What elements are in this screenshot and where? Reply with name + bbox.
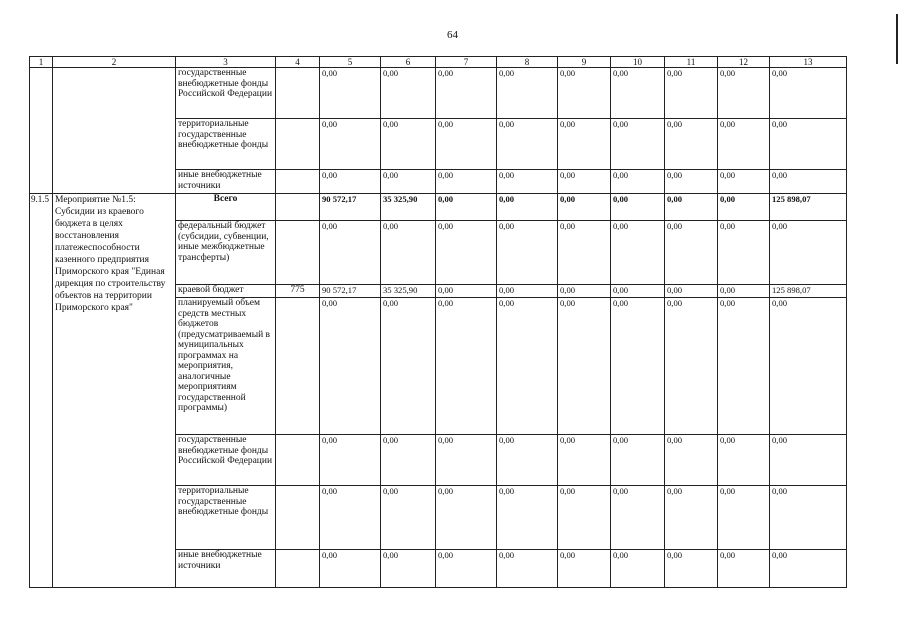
table-row (30, 194, 847, 221)
value-cell-col-7: 0,00 (436, 285, 497, 298)
value-cell-col-6: 0,00 (381, 550, 436, 588)
column-header-8: 8 (497, 57, 558, 68)
value-cell-col-11: 0,00 (665, 486, 718, 550)
value-cell-col-11: 0,00 (665, 119, 718, 170)
value-cell-col-13: 0,00 (770, 68, 847, 119)
value-cell-col-8: 0,00 (497, 170, 558, 194)
value-cell-col-7: 0,00 (436, 221, 497, 285)
value-cell-col-10: 0,00 (611, 435, 665, 486)
value-cell-col-9: 0,00 (558, 119, 611, 170)
value-cell-col-12: 0,00 (718, 486, 770, 550)
value-cell-col-11: 0,00 (665, 194, 718, 221)
budget-code-cell (276, 68, 320, 119)
value-cell-col-5: 0,00 (320, 550, 381, 588)
column-header-3: 3 (176, 57, 276, 68)
column-header-6: 6 (381, 57, 436, 68)
value-cell-col-11: 0,00 (665, 285, 718, 298)
value-cell-col-7: 0,00 (436, 170, 497, 194)
value-cell-col-7: 0,00 (436, 550, 497, 588)
value-cell-col-7: 0,00 (436, 119, 497, 170)
value-cell-col-6: 0,00 (381, 170, 436, 194)
value-cell-col-11: 0,00 (665, 550, 718, 588)
value-cell-col-8: 0,00 (497, 119, 558, 170)
value-cell-col-6: 0,00 (381, 68, 436, 119)
value-cell-col-6: 0,00 (381, 435, 436, 486)
budget-code-cell: 775 (276, 285, 320, 298)
value-cell-col-9: 0,00 (558, 550, 611, 588)
column-header-2: 2 (53, 57, 176, 68)
value-cell-col-10: 0,00 (611, 221, 665, 285)
value-cell-col-5: 0,00 (320, 170, 381, 194)
value-cell-col-8: 0,00 (497, 486, 558, 550)
value-cell-col-12: 0,00 (718, 550, 770, 588)
budget-code-cell (276, 170, 320, 194)
column-header-5: 5 (320, 57, 381, 68)
value-cell-col-7: 0,00 (436, 298, 497, 435)
value-cell-col-12: 0,00 (718, 435, 770, 486)
value-cell-col-10: 0,00 (611, 486, 665, 550)
funding-source-label: иные внебюджетные источники (176, 550, 276, 588)
value-cell-col-10: 0,00 (611, 194, 665, 221)
funding-source-label: краевой бюджет (176, 285, 276, 298)
value-cell-col-6: 0,00 (381, 119, 436, 170)
budget-code-cell (276, 486, 320, 550)
value-cell-col-11: 0,00 (665, 435, 718, 486)
budget-code-cell (276, 119, 320, 170)
value-cell-col-10: 0,00 (611, 298, 665, 435)
value-cell-col-5: 0,00 (320, 435, 381, 486)
value-cell-col-13: 0,00 (770, 221, 847, 285)
margin-mark (896, 14, 898, 64)
value-cell-col-6: 35 325,90 (381, 194, 436, 221)
value-cell-col-10: 0,00 (611, 170, 665, 194)
column-header-7: 7 (436, 57, 497, 68)
value-cell-col-10: 0,00 (611, 550, 665, 588)
item-name-cell: Мероприятие №1.5: Субсидии из краевого бюджета в целях восстановления платежеспособности казенного предприятия Приморского края "Единая дирекция по строительству объектов на территории Приморского края" (53, 194, 176, 588)
funding-source-label: федеральный бюджет (субсидии, субвенции, иные межбюджетные трансферты) (176, 221, 276, 285)
value-cell-col-11: 0,00 (665, 68, 718, 119)
item-number-cell: 9.1.5 (30, 194, 53, 588)
column-header-4: 4 (276, 57, 320, 68)
budget-code-cell (276, 435, 320, 486)
funding-source-label: государственные внебюджетные фонды Российской Федерации (176, 435, 276, 486)
value-cell-col-5: 0,00 (320, 298, 381, 435)
value-cell-col-9: 0,00 (558, 68, 611, 119)
value-cell-col-13: 0,00 (770, 170, 847, 194)
table-body (30, 57, 847, 588)
total-label: Всего (176, 194, 276, 221)
value-cell-col-5: 90 572,17 (320, 285, 381, 298)
budget-code-cell (276, 194, 320, 221)
value-cell-col-9: 0,00 (558, 435, 611, 486)
budget-code-cell (276, 298, 320, 435)
table-row (30, 68, 847, 119)
value-cell-col-12: 0,00 (718, 170, 770, 194)
budget-code-cell (276, 221, 320, 285)
item-number-cell (30, 68, 53, 194)
column-header-13: 13 (770, 57, 847, 68)
value-cell-col-7: 0,00 (436, 486, 497, 550)
value-cell-col-10: 0,00 (611, 119, 665, 170)
value-cell-col-13: 0,00 (770, 486, 847, 550)
value-cell-col-12: 0,00 (718, 194, 770, 221)
value-cell-col-9: 0,00 (558, 285, 611, 298)
value-cell-col-6: 0,00 (381, 298, 436, 435)
value-cell-col-11: 0,00 (665, 170, 718, 194)
value-cell-col-9: 0,00 (558, 486, 611, 550)
funding-source-label: планируемый объем средств местных бюджетов (предусматриваемый в муниципальных программах на мероприятия, аналогичные мероприятиям государственной программы) (176, 298, 276, 435)
value-cell-col-5: 0,00 (320, 486, 381, 550)
value-cell-col-12: 0,00 (718, 68, 770, 119)
value-cell-col-13: 0,00 (770, 119, 847, 170)
value-cell-col-8: 0,00 (497, 298, 558, 435)
value-cell-col-6: 0,00 (381, 486, 436, 550)
value-cell-col-12: 0,00 (718, 298, 770, 435)
value-cell-col-13: 0,00 (770, 435, 847, 486)
value-cell-col-5: 0,00 (320, 68, 381, 119)
value-cell-col-9: 0,00 (558, 221, 611, 285)
funding-source-label: территориальные государственные внебюджетные фонды (176, 119, 276, 170)
value-cell-col-7: 0,00 (436, 435, 497, 486)
funding-source-label: иные внебюджетные источники (176, 170, 276, 194)
column-header-11: 11 (665, 57, 718, 68)
value-cell-col-11: 0,00 (665, 221, 718, 285)
value-cell-col-7: 0,00 (436, 68, 497, 119)
value-cell-col-8: 0,00 (497, 550, 558, 588)
value-cell-col-8: 0,00 (497, 194, 558, 221)
value-cell-col-5: 0,00 (320, 119, 381, 170)
header-row (30, 57, 847, 68)
page-number: 64 (447, 29, 458, 41)
value-cell-col-13: 0,00 (770, 298, 847, 435)
item-name-cell (53, 68, 176, 194)
value-cell-col-13: 125 898,07 (770, 194, 847, 221)
value-cell-col-7: 0,00 (436, 194, 497, 221)
value-cell-col-12: 0,00 (718, 285, 770, 298)
value-cell-col-13: 0,00 (770, 550, 847, 588)
value-cell-col-13: 125 898,07 (770, 285, 847, 298)
value-cell-col-12: 0,00 (718, 221, 770, 285)
column-header-9: 9 (558, 57, 611, 68)
value-cell-col-10: 0,00 (611, 285, 665, 298)
value-cell-col-9: 0,00 (558, 298, 611, 435)
value-cell-col-12: 0,00 (718, 119, 770, 170)
value-cell-col-11: 0,00 (665, 298, 718, 435)
value-cell-col-5: 0,00 (320, 221, 381, 285)
value-cell-col-10: 0,00 (611, 68, 665, 119)
budget-code-cell (276, 550, 320, 588)
value-cell-col-9: 0,00 (558, 194, 611, 221)
value-cell-col-8: 0,00 (497, 221, 558, 285)
value-cell-col-6: 0,00 (381, 221, 436, 285)
budget-table (29, 56, 847, 588)
column-header-1: 1 (30, 57, 53, 68)
value-cell-col-8: 0,00 (497, 285, 558, 298)
value-cell-col-5: 90 572,17 (320, 194, 381, 221)
value-cell-col-9: 0,00 (558, 170, 611, 194)
column-header-10: 10 (611, 57, 665, 68)
column-header-12: 12 (718, 57, 770, 68)
value-cell-col-8: 0,00 (497, 68, 558, 119)
funding-source-label: территориальные государственные внебюджетные фонды (176, 486, 276, 550)
value-cell-col-6: 35 325,90 (381, 285, 436, 298)
funding-source-label: государственные внебюджетные фонды Российской Федерации (176, 68, 276, 119)
value-cell-col-8: 0,00 (497, 435, 558, 486)
